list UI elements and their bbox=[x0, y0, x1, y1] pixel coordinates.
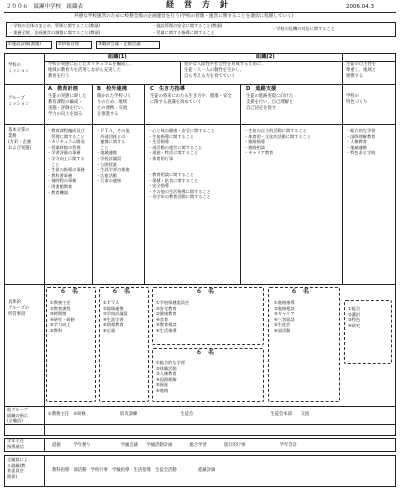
tag-3: ③職員会議・企画会議 bbox=[98, 42, 141, 47]
roles-a: ・教育課程編成及び 管理に関すること ・カリキュラム開発 ・授業時数の管理 ・学習評価の事務 ・学力向上に関する こと ・生徒の指導の事務 ・教科書事務 ・週時程の事務 ・図書館教育 ・教育機器 bbox=[47, 128, 85, 195]
group-b-text: 開かれた学校づく りのため、地域 との連携・交流 を推進する bbox=[97, 94, 132, 118]
staff-count-d: ６ 名 bbox=[291, 288, 310, 295]
tag-1: ①施設設備(教頭) bbox=[8, 42, 41, 47]
roles-e: ・総合的な学習 ・国際理解教育 ・人権教育 ・地域連携 ・特色ある学校 bbox=[346, 128, 376, 156]
group-b-title: B 校外連携 bbox=[97, 86, 127, 92]
row-rule-5 bbox=[4, 424, 396, 425]
col-divider-cd bbox=[240, 84, 241, 284]
band-right-label: 組織(2) bbox=[256, 54, 275, 60]
row-rule-1 bbox=[4, 84, 396, 85]
group-a-title: A 教育計画 bbox=[48, 86, 78, 92]
group-e-text: 学校の 特色づくり bbox=[346, 94, 368, 106]
staff-count-a: ６ 名 bbox=[60, 288, 79, 295]
band-left-label: 組織(1) bbox=[108, 54, 127, 60]
roles-c: ・心と体の健康・安全に関すること ・生徒指導に関すること ・生活指導 ・部活動の運営に関すること ・道徳・特活に関すること ・体育的行事 bbox=[148, 128, 216, 161]
mission-right: 生徒の自主性を 尊重し、地域と 連携する bbox=[346, 62, 377, 80]
mission-label: 学校の ミッション bbox=[8, 63, 30, 75]
staff-list-c: ①学校保健委員会 ②安全教育 ③健康教育 ④食育 ⑤教育相談 ⑥生活指導 bbox=[156, 300, 190, 333]
row-rule-2 bbox=[4, 124, 396, 125]
roles-c2: ・教育相談に関すること ・保健・給食に関すること ・安全指導 ・その他の生活指導に関すること ・各学年の教育活動に関すること bbox=[148, 172, 211, 200]
bottom-row3-divider bbox=[44, 455, 45, 487]
mission-mid: 豊かな人間性や社会性を育成するために、 生徒一人一人の個性を生かし、 自ら考える力を育てていく bbox=[184, 62, 266, 80]
mission-left: 学校の実態に応じたカリキュラムを編成し、 地域の教育力を活用しながら充実した 教育を行う bbox=[48, 62, 134, 80]
roles-label: 基本分掌の 業務 (方針・企画 および実施) bbox=[8, 128, 32, 152]
document-title: ２００６ 綾瀬中学校 組織表 bbox=[6, 4, 84, 10]
group-a-text: 生徒の実態に即した 教育課程の編成・ 実施・評価を行い、 学力の向上を図る bbox=[48, 94, 87, 118]
goal-2: ・施設管理の安全に関すること(教頭) ・児童に関する指導に関すること bbox=[152, 23, 223, 35]
staff-list-b: ①ＰＴＡ ②地域連携 ③学校評議員 ④生涯学習 ⑤情報教育 ⑥広報 bbox=[103, 300, 128, 333]
col-divider-de bbox=[342, 53, 343, 284]
bottom-row3-text: 教科指導 部活動 学校行事 学級指導 生活指導 生徒会活動 進級評価 bbox=[52, 468, 216, 473]
bottom-row2-text: 道徳 学年便り 学級会議 学級活動計画 総合学習 旅行的行事 学年会計 bbox=[52, 443, 297, 448]
bottom-row1-text: ①教務主任 ②研修 防災訓練 生徒会 生徒会本部 交流 bbox=[48, 412, 310, 417]
group-c-text: 生徒の将来にわたる生き方や、健康・安全 に関する意識を高めていく bbox=[150, 94, 232, 106]
staff-label: 具体的 グループの 所管事項 bbox=[8, 300, 30, 318]
staff-count-c: ６ 名 bbox=[196, 288, 215, 295]
col-divider-ab bbox=[92, 84, 93, 284]
staff-list-a: ①教務主任 ②教育課程 ③時間割 ④研究・研修 ⑤学力向上 ⑥教科 bbox=[50, 300, 75, 333]
policy-heading: 経 営 方 針 bbox=[166, 0, 229, 9]
col-divider-label bbox=[44, 53, 45, 436]
col-divider-bc bbox=[144, 84, 145, 284]
tag-2: ②情報管理 bbox=[58, 42, 80, 47]
bottom-row2-label: 学年主任 指導通信 bbox=[7, 438, 24, 449]
group-c-title: C 生き方指導 bbox=[150, 86, 185, 92]
bottom-row1-label: 他グループ 組織の指示 (全職員) bbox=[7, 407, 28, 424]
staff-count-b: ６ 名 bbox=[112, 288, 131, 295]
policy-line: 共感な学校運営のために校務全般の企画運営を行う(学校の管理・運営に関することを適切に処理していく) bbox=[74, 14, 294, 19]
col-divider-band bbox=[180, 61, 181, 84]
roles-b: ・ＰＴＡ、その他 外部団体との 連携に関する こと ・地域連携 ・学校評議員 ・公開授業 ・生涯学習の推進 ・広報活動 ・行事の連絡 bbox=[96, 128, 130, 184]
row-rule-4 bbox=[4, 406, 396, 407]
goal-1: ・学校の全体のまとめ、管理に関すること(教頭) ・業務全般、企画運営の調整に関すること(教頭) bbox=[9, 23, 101, 35]
roles-d: ・生徒の自主的活動に関すること ・体育的・文化的活動に関すること ・進路指導 ・進路相談 ・キャリア教育 bbox=[244, 128, 312, 156]
group-d-title: D 進路支援 bbox=[246, 86, 277, 92]
staff-list-e: ①総合 ②選択 ③特色 ④研究 bbox=[348, 306, 361, 328]
document-date: 2006.04.3 bbox=[346, 4, 374, 10]
staff-list-c2: ①総合的な学習 ②体験活動 ③人権教育 ④国際理解 ⑤福祉 ⑥進路 bbox=[156, 360, 185, 393]
header-rule bbox=[4, 12, 396, 13]
goal-3: ・学校の危機の対応に関すること bbox=[272, 26, 335, 31]
staff-count-c2: ６ 名 bbox=[196, 349, 215, 356]
row-rule-3 bbox=[4, 284, 396, 285]
group-d-text: 生徒の進路実現に向けた 支援を行い、自己理解と 自己決定を促す bbox=[246, 94, 294, 112]
bottom-row2-divider bbox=[44, 438, 45, 452]
staff-list-d: ①進路指導 ②進路相談 ③キャリア ④三者面談 ⑤生徒会 ⑥部活動 bbox=[274, 300, 295, 333]
group-label: グループ ミッション bbox=[8, 96, 30, 108]
bottom-row3-label: 全職員によ る組織(教 育委員会 関係) bbox=[7, 457, 28, 479]
